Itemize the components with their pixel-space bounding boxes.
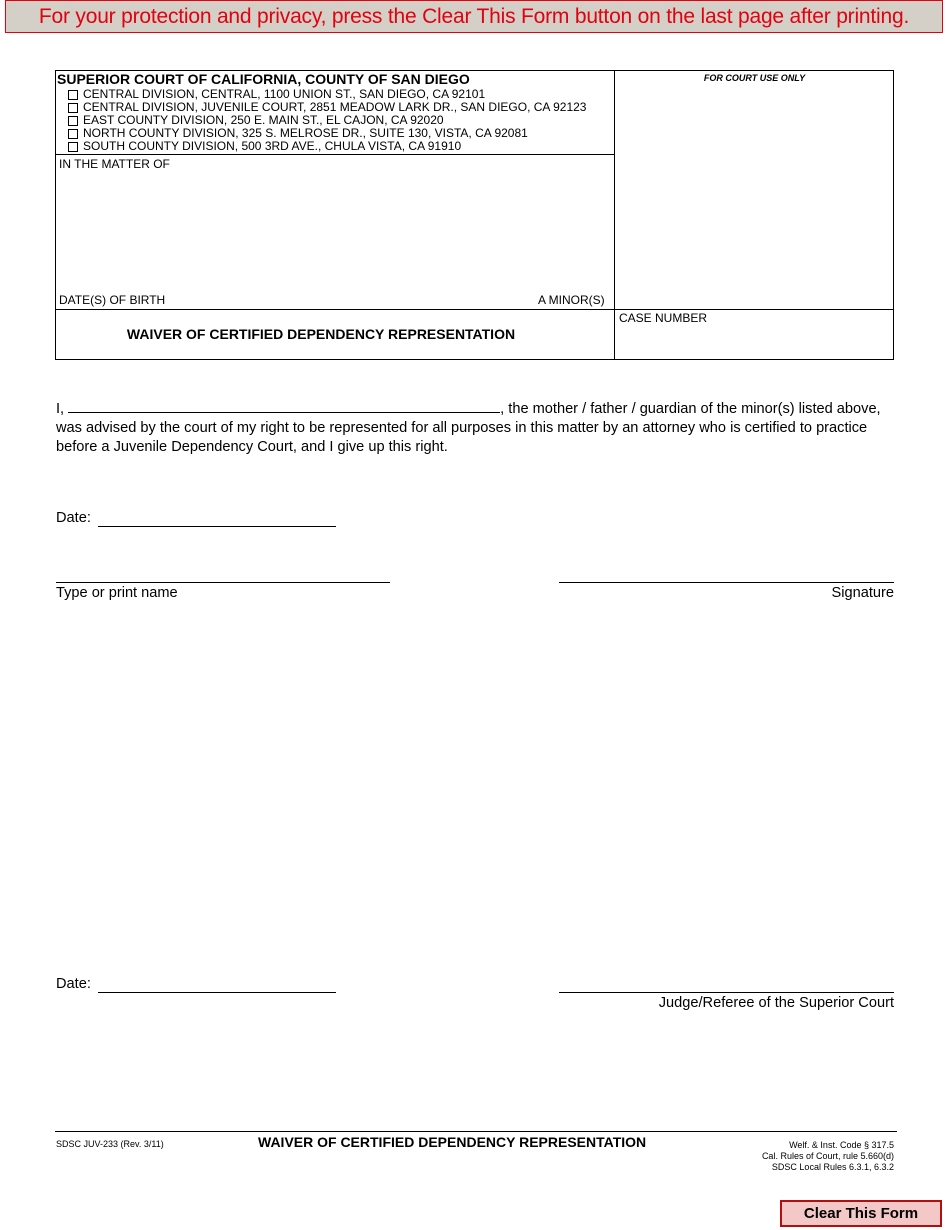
division-label: SOUTH COUNTY DIVISION, 500 3RD AVE., CHULA VISTA, CA 91910	[83, 139, 462, 153]
division-checkbox[interactable]	[68, 116, 78, 126]
division-checkbox[interactable]	[68, 129, 78, 139]
judge-signature-field[interactable]	[559, 992, 894, 993]
case-number-label: CASE NUMBER	[619, 311, 708, 325]
footer-title: WAIVER OF CERTIFIED DEPENDENCY REPRESENTATION	[258, 1134, 647, 1150]
signature-field[interactable]	[559, 582, 894, 583]
case-caption	[55, 70, 894, 360]
judge-referee-label: Judge/Referee of the Superior Court	[658, 995, 894, 1011]
division-label: CENTRAL DIVISION, JUVENILE COURT, 2851 MEADOW LARK DR., SAN DIEGO, CA 92123	[83, 100, 587, 114]
legal-references	[762, 1140, 894, 1173]
clear-form-button[interactable]: Clear This Form	[780, 1200, 942, 1227]
form-id: SDSC JUV-233 (Rev. 3/11)	[56, 1139, 164, 1149]
waiver-statement	[56, 398, 896, 457]
legal-reference: Welf. & Inst. Code § 317.5	[789, 1140, 894, 1150]
division-list	[68, 88, 586, 153]
division-checkbox[interactable]	[68, 142, 78, 152]
date-label: Date:	[56, 510, 91, 526]
division-label: EAST COUNTY DIVISION, 250 E. MAIN ST., EL CAJON, CA 92020	[83, 113, 444, 127]
date-field[interactable]	[98, 526, 336, 527]
type-print-name-label: Type or print name	[56, 585, 178, 601]
statement-prefix: I,	[56, 401, 65, 417]
print-name-field[interactable]	[56, 582, 390, 583]
division-option	[68, 140, 586, 153]
legal-reference: SDSC Local Rules 6.3.1, 6.3.2	[771, 1162, 894, 1172]
a-minor-label: A MINOR(S)	[538, 293, 605, 307]
caption-divider	[56, 309, 893, 310]
division-checkbox[interactable]	[68, 103, 78, 113]
court-title: SUPERIOR COURT OF CALIFORNIA, COUNTY OF SAN DIEGO	[57, 71, 470, 87]
signature-label: Signature	[831, 585, 894, 601]
parent-name-field[interactable]	[68, 398, 500, 413]
judge-date-label: Date:	[56, 976, 91, 992]
statement-text: , the mother / father / guardian of the minor(s) listed above, was advised by the court of my right to be represented for all purposes in this matter by an attorney who is certified to practice before a Juvenile Dependency Court, and I give up this right.	[56, 401, 881, 455]
caption-divider	[614, 71, 615, 359]
caption-divider	[56, 154, 614, 155]
judge-date-field[interactable]	[98, 992, 336, 993]
footer-rule	[55, 1131, 897, 1132]
division-label: NORTH COUNTY DIVISION, 325 S. MELROSE DR., SUITE 130, VISTA, CA 92081	[83, 126, 528, 140]
dates-of-birth-label: DATE(S) OF BIRTH	[59, 293, 166, 307]
form-title: WAIVER OF CERTIFIED DEPENDENCY REPRESENTATION	[126, 326, 516, 342]
division-label: CENTRAL DIVISION, CENTRAL, 1100 UNION ST., SAN DIEGO, CA 92101	[83, 87, 486, 101]
court-use-only-label: FOR COURT USE ONLY	[703, 73, 806, 83]
privacy-banner: For your protection and privacy, press the Clear This Form button on the last page after printing.	[5, 0, 943, 33]
legal-reference: Cal. Rules of Court, rule 5.660(d)	[761, 1151, 894, 1161]
division-checkbox[interactable]	[68, 90, 78, 100]
in-the-matter-of-label: IN THE MATTER OF	[59, 157, 170, 171]
